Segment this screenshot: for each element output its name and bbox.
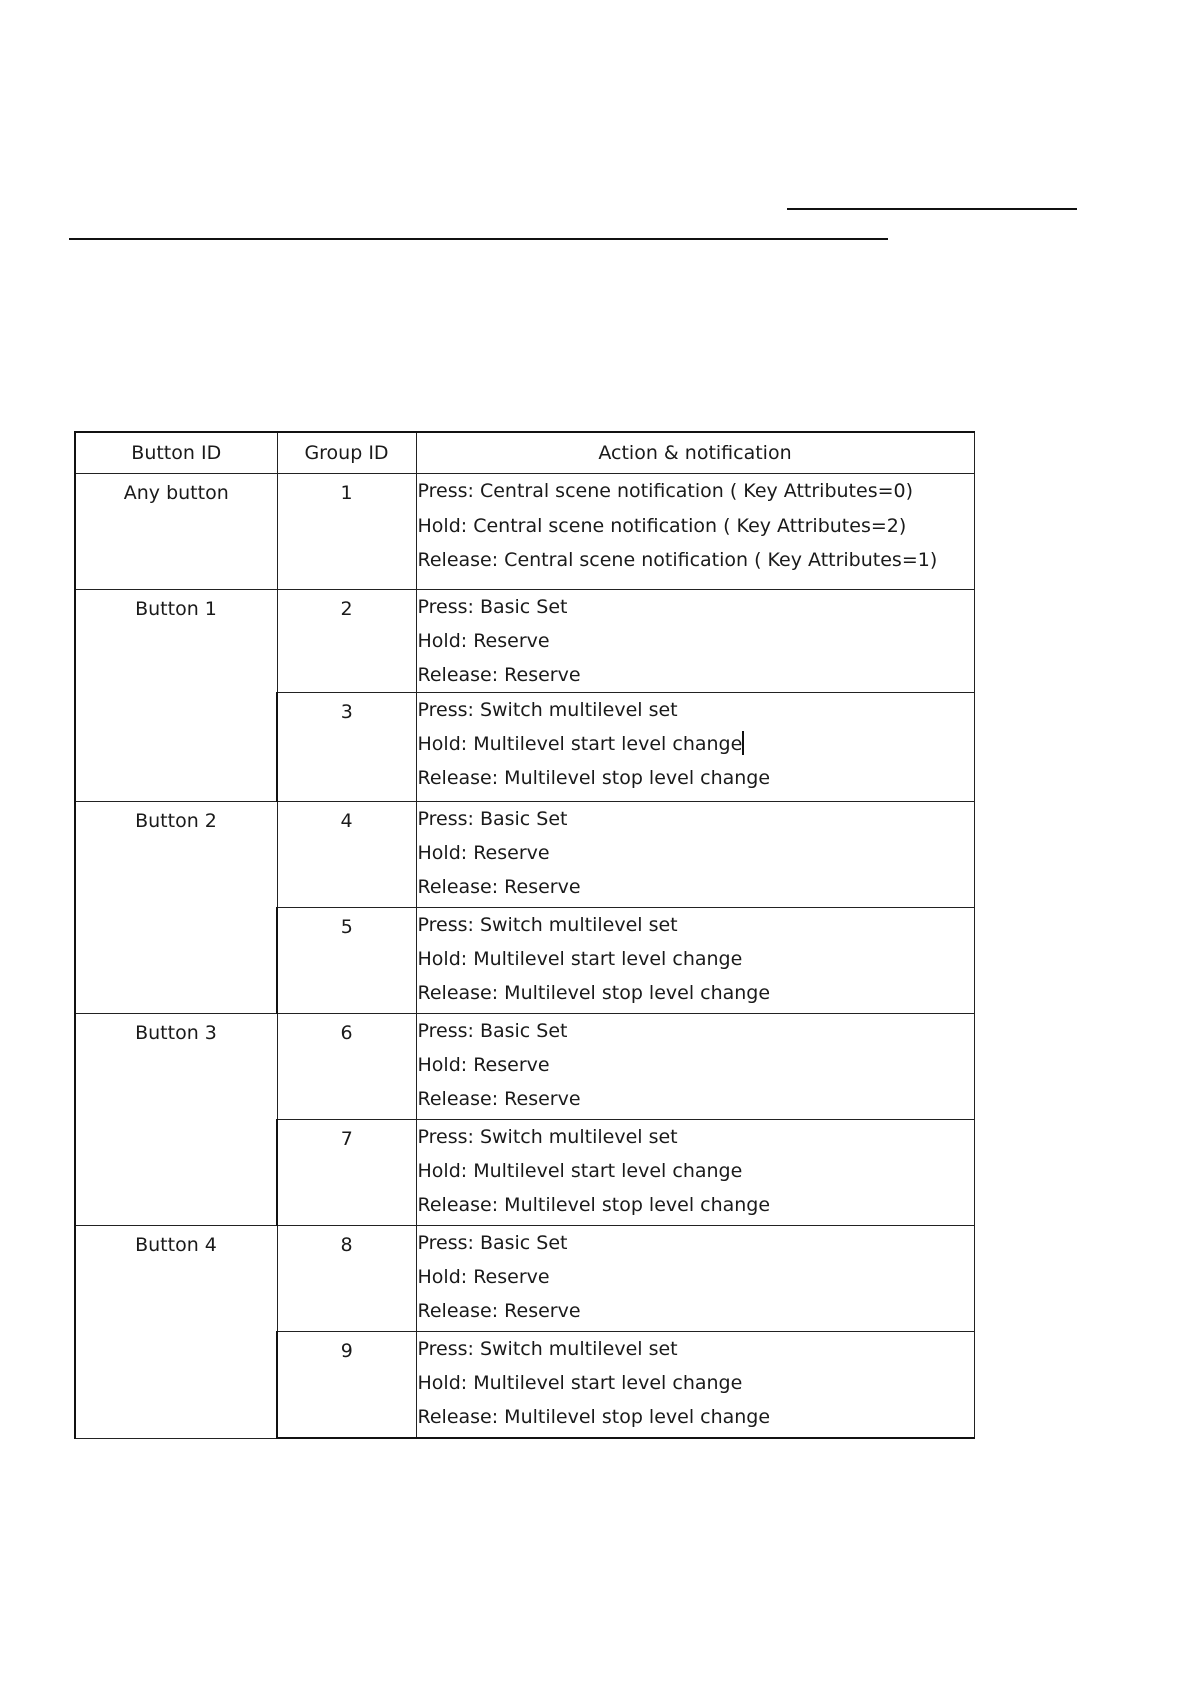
table-row bbox=[75, 1226, 974, 1332]
action-cell bbox=[416, 1120, 974, 1226]
action-hold[interactable]: Hold: Reserve bbox=[417, 1054, 550, 1076]
action-hold[interactable]: Hold: Reserve bbox=[417, 842, 550, 864]
action-hold[interactable]: Hold: Central scene notification ( Key Attributes=2) bbox=[417, 514, 907, 537]
action-cell bbox=[416, 1014, 974, 1120]
action-press[interactable]: Press: Basic Set bbox=[417, 596, 568, 618]
group-id-cell: 3 bbox=[277, 693, 416, 802]
header-group-id: Group ID bbox=[277, 432, 416, 474]
action-release[interactable]: Release: Reserve bbox=[417, 1300, 581, 1322]
action-hold[interactable]: Hold: Multilevel start level change bbox=[417, 948, 743, 970]
underline-rule-bottom bbox=[69, 238, 888, 240]
action-press[interactable]: Press: Switch multilevel set bbox=[417, 1126, 678, 1148]
action-press[interactable]: Press: Switch multilevel set bbox=[417, 699, 678, 721]
group-id-cell: 1 bbox=[277, 474, 416, 590]
action-hold[interactable]: Hold: Reserve bbox=[417, 1266, 550, 1288]
table-header-row bbox=[75, 432, 974, 474]
action-cell bbox=[416, 590, 974, 693]
action-press[interactable]: Press: Basic Set bbox=[417, 1020, 568, 1042]
action-release[interactable]: Release: Multilevel stop level change bbox=[417, 767, 771, 789]
action-cell bbox=[416, 1226, 974, 1332]
table-row bbox=[75, 590, 974, 693]
action-hold[interactable]: Hold: Reserve bbox=[417, 630, 550, 652]
action-release[interactable]: Release: Reserve bbox=[417, 664, 581, 686]
button-id-cell: Button 2 bbox=[75, 802, 277, 1014]
group-id-cell: 9 bbox=[277, 1332, 416, 1439]
action-cell bbox=[416, 693, 974, 802]
action-hold-text[interactable]: Hold: Multilevel start level change bbox=[417, 733, 743, 755]
group-id-cell: 7 bbox=[277, 1120, 416, 1226]
button-id-cell: Button 3 bbox=[75, 1014, 277, 1226]
action-release[interactable]: Release: Central scene notification ( Key Attributes=1) bbox=[417, 549, 938, 571]
action-cell bbox=[416, 474, 974, 590]
header-action-notification: Action & notification bbox=[416, 432, 974, 474]
action-press[interactable]: Press: Basic Set bbox=[417, 808, 568, 830]
action-press[interactable]: Press: Basic Set bbox=[417, 1232, 568, 1254]
action-release[interactable]: Release: Multilevel stop level change bbox=[417, 1194, 771, 1216]
underline-rule-top bbox=[787, 208, 1077, 210]
group-id-cell: 5 bbox=[277, 908, 416, 1014]
button-id-cell: Button 4 bbox=[75, 1226, 277, 1439]
action-press[interactable]: Press: Switch multilevel set bbox=[417, 1338, 678, 1360]
button-id-cell: Any button bbox=[75, 474, 277, 590]
table-row bbox=[75, 474, 974, 590]
action-press[interactable]: Press: Central scene notification ( Key Attributes=0) bbox=[417, 480, 914, 502]
action-cell bbox=[416, 802, 974, 908]
action-press[interactable]: Press: Switch multilevel set bbox=[417, 914, 678, 936]
action-hold[interactable]: Hold: Multilevel start level change bbox=[417, 1160, 743, 1182]
group-id-cell: 2 bbox=[277, 590, 416, 693]
action-release[interactable]: Release: Multilevel stop level change bbox=[417, 982, 771, 1004]
text-caret-icon bbox=[742, 731, 744, 755]
group-id-cell: 8 bbox=[277, 1226, 416, 1332]
action-release[interactable]: Release: Reserve bbox=[417, 876, 581, 898]
action-hold[interactable]: Hold: Multilevel start level change bbox=[417, 1372, 743, 1394]
action-release[interactable]: Release: Reserve bbox=[417, 1088, 581, 1110]
action-cell bbox=[416, 1332, 974, 1439]
group-id-cell: 4 bbox=[277, 802, 416, 908]
table-row bbox=[75, 802, 974, 908]
button-id-cell: Button 1 bbox=[75, 590, 277, 802]
action-hold[interactable] bbox=[418, 727, 974, 761]
action-release[interactable]: Release: Multilevel stop level change bbox=[417, 1406, 771, 1428]
group-id-cell: 6 bbox=[277, 1014, 416, 1120]
association-groups-table bbox=[74, 431, 975, 1439]
action-cell bbox=[416, 908, 974, 1014]
header-button-id: Button ID bbox=[75, 432, 277, 474]
table-row bbox=[75, 1014, 974, 1120]
